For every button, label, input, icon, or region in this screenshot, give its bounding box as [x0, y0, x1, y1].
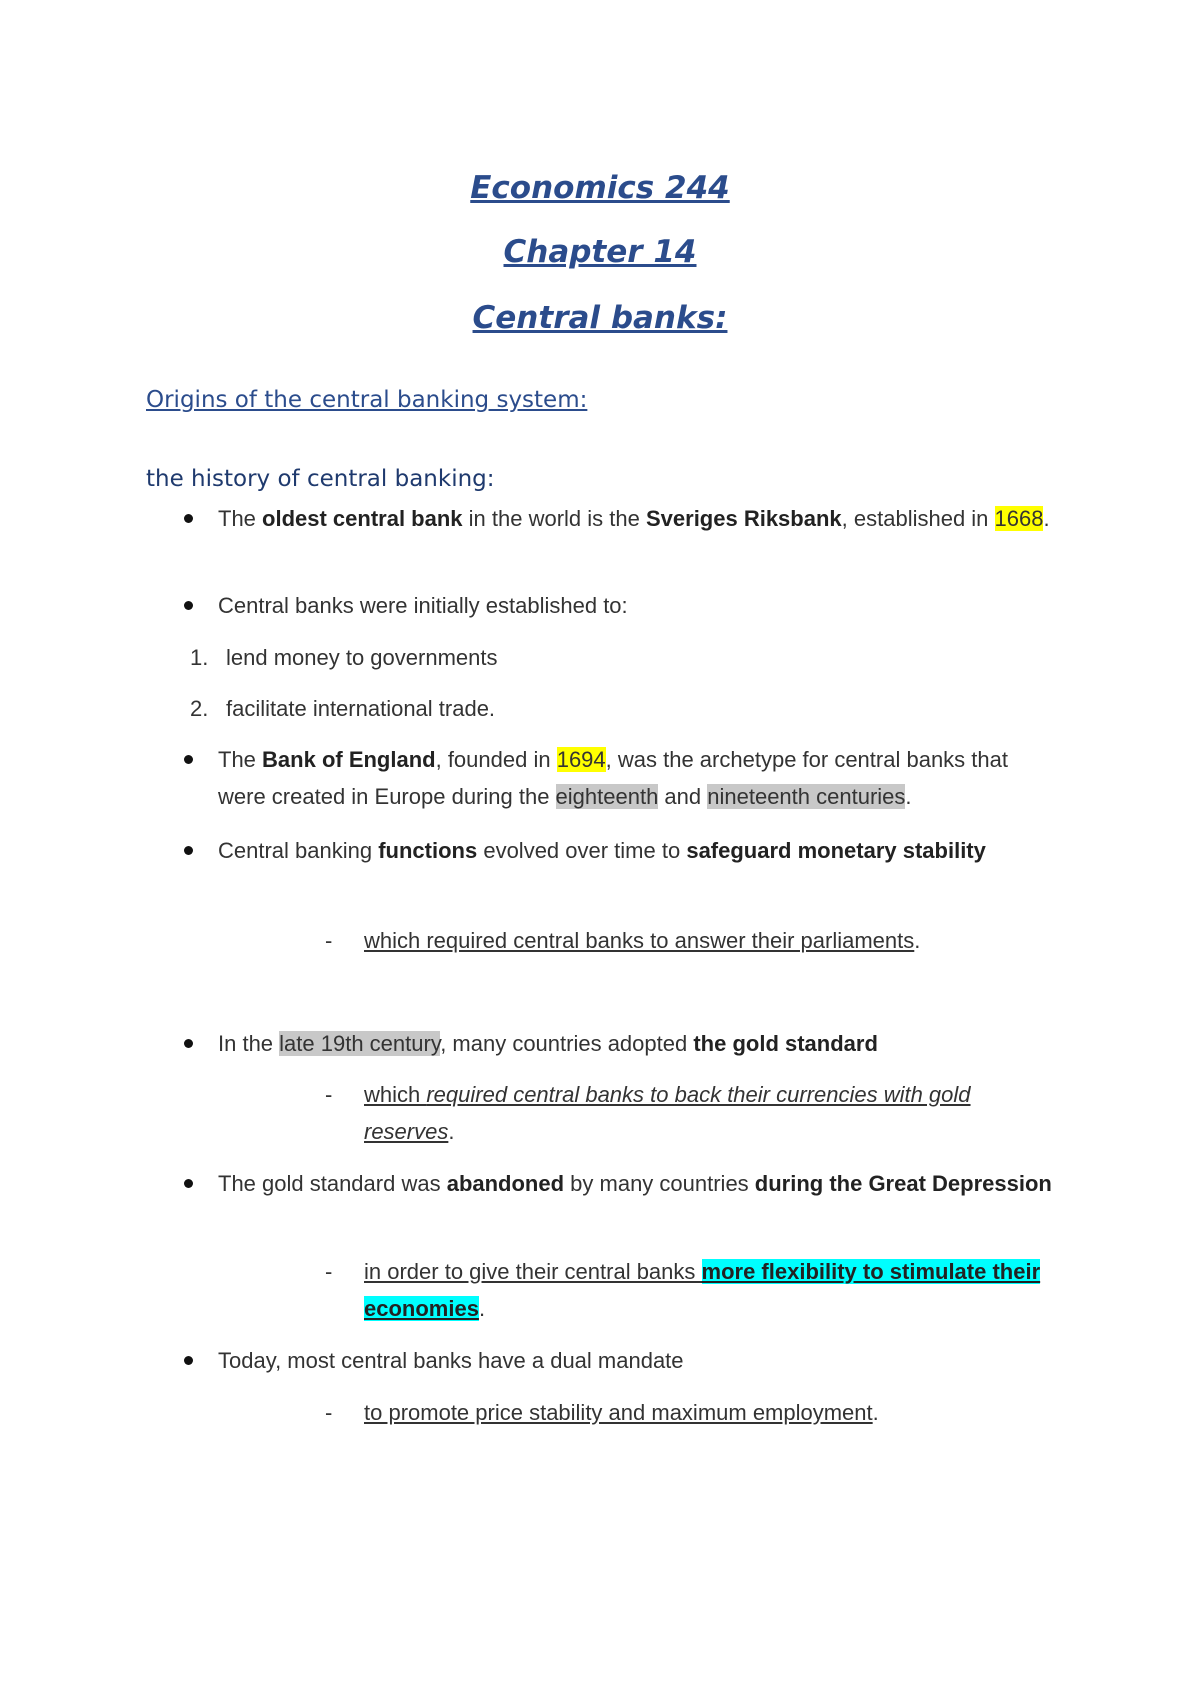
bullet-icon	[184, 1039, 193, 1048]
highlighted-text: eighteenth	[555, 784, 659, 809]
bullet-gold-abandoned	[218, 1165, 1058, 1202]
text: , was the archetype for central banks that were created in Europe during the	[218, 747, 1008, 809]
dash-marker: -	[325, 1259, 333, 1284]
text: The gold standard was	[218, 1171, 447, 1196]
bold-text: Sveriges Riksbank	[645, 506, 842, 531]
text: .	[872, 1400, 879, 1425]
list-number: 2.	[190, 696, 209, 721]
course-title: Economics 244	[470, 170, 730, 206]
text: .	[905, 784, 912, 809]
text: .	[914, 928, 921, 953]
bold-text: Bank of England	[262, 747, 436, 772]
bold-text: during the Great Depression	[754, 1171, 1052, 1196]
sub-point-flexibility	[364, 1253, 1064, 1327]
bullet-icon	[184, 514, 193, 523]
text: , many countries adopted	[440, 1031, 694, 1056]
bold-text: safeguard monetary stability	[686, 838, 986, 863]
text: , established in	[841, 506, 995, 531]
list-number: 1.	[190, 645, 209, 670]
bullet-oldest-bank	[218, 500, 1058, 537]
numbered-item-2: facilitate international trade.	[226, 696, 496, 721]
sub-point-parliaments	[364, 922, 1064, 959]
highlighted-text: late 19th century	[279, 1031, 441, 1056]
sub-heading: the history of central banking:	[146, 466, 495, 492]
highlighted-year: 1694	[556, 747, 606, 772]
dash-marker: -	[325, 1400, 333, 1425]
underlined-text: which	[364, 1082, 427, 1107]
dash-marker: -	[325, 1082, 333, 1107]
text: In the	[218, 1031, 280, 1056]
underlined-text: to promote price stability and maximum employment	[364, 1400, 873, 1425]
bullet-icon	[184, 1179, 193, 1188]
bullet-icon	[184, 1356, 193, 1365]
numbered-item-1: lend money to governments	[226, 645, 498, 670]
dash-marker: -	[325, 928, 333, 953]
text: The	[218, 506, 263, 531]
bold-text: functions	[378, 838, 478, 863]
topic-title: Central banks:	[472, 300, 728, 336]
section-heading: Origins of the central banking system:	[146, 387, 588, 413]
text: by many countries	[564, 1171, 755, 1196]
text: .	[448, 1119, 455, 1144]
bullet-bank-of-england	[218, 741, 1058, 815]
underlined-text: which required central banks to answer their parliaments	[364, 928, 915, 953]
sub-point-mandate	[364, 1394, 1064, 1431]
bullet-gold-standard	[218, 1025, 1058, 1062]
bullet-functions	[218, 832, 1058, 869]
text: , founded in	[435, 747, 557, 772]
chapter-title: Chapter 14	[503, 234, 697, 270]
bullet-icon	[184, 846, 193, 855]
sub-point-gold-reserves	[364, 1076, 1064, 1150]
text: and	[658, 784, 708, 809]
text: .	[478, 1296, 486, 1321]
bullet-icon	[184, 755, 193, 764]
bullet-initial-purpose: Central banks were initially established to:	[218, 593, 628, 618]
highlighted-bold-text: more flexibility to stimulate their economies	[364, 1259, 1041, 1321]
underlined-italic-text: required central banks to back their currencies with gold reserves	[364, 1082, 971, 1144]
highlighted-year: 1668	[994, 506, 1044, 531]
bold-text: abandoned	[446, 1171, 565, 1196]
text: in the world is the	[462, 506, 646, 531]
bold-text: oldest central bank	[262, 506, 463, 531]
text: The	[218, 747, 263, 772]
bold-text: the gold standard	[693, 1031, 878, 1056]
text: Central banking	[218, 838, 379, 863]
bullet-icon	[184, 601, 193, 610]
underlined-text: in order to give their central banks	[364, 1259, 702, 1284]
highlighted-text: nineteenth centuries	[707, 784, 906, 809]
text: .	[1043, 506, 1050, 531]
bullet-dual-mandate: Today, most central banks have a dual mandate	[218, 1348, 684, 1373]
text: evolved over time to	[477, 838, 687, 863]
